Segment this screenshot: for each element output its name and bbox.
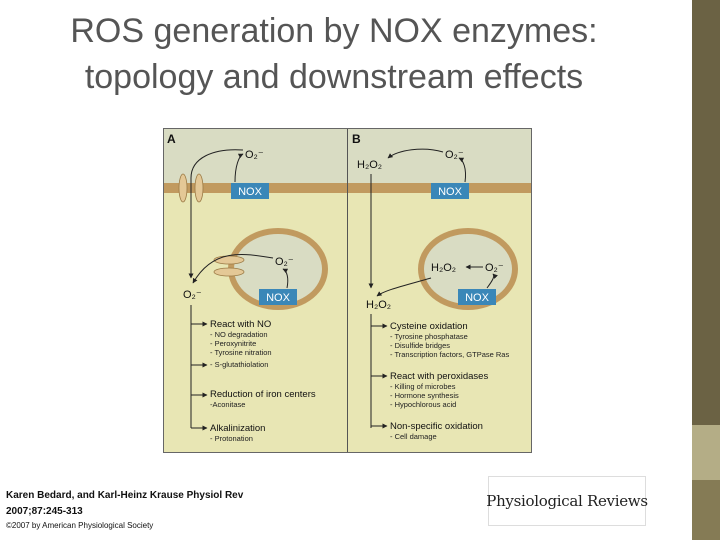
slide-title-line2: topology and downstream effects <box>84 58 584 96</box>
effect-a-3-item: - Protonation <box>210 434 253 443</box>
effect-b-1-item: - Tyrosine phosphatase <box>390 332 468 341</box>
nox-membrane-a-label: NOX <box>238 186 262 198</box>
effect-b-3-item: - Cell damage <box>390 432 437 441</box>
effect-b-2-item: - Hypochlorous acid <box>390 400 457 409</box>
effect-a-1-item: - NO degradation <box>210 330 268 339</box>
citation-line1: Karen Bedard, and Karl-Heinz Krause Physiol Rev <box>6 490 244 501</box>
citation <box>6 488 243 520</box>
h2o2-top-b: H₂O₂ <box>357 159 383 171</box>
copyright-notice: ©2007 by American Physiological Society <box>6 521 154 530</box>
h2o2-cytosol-b: H₂O₂ <box>366 299 392 311</box>
effect-a-1-item: - Peroxynitrite <box>210 339 257 348</box>
slide-side-accent-light <box>692 425 720 480</box>
slide-title-line1: ROS generation by NOX enzymes: <box>70 12 598 50</box>
effect-b-2-item: - Killing of microbes <box>390 382 456 391</box>
nox-diagram <box>163 128 532 453</box>
panel-b-letter: B <box>352 132 361 146</box>
vesicle-channel-bottom <box>214 268 244 276</box>
effect-b-2-item: - Hormone synthesis <box>390 391 459 400</box>
channel-left <box>179 174 187 202</box>
superoxide-top-a: O₂⁻ <box>245 149 264 161</box>
vesicle-b-h2o2: H₂O₂ <box>431 262 457 274</box>
effect-a-1-item: - S-glutathiolation <box>210 360 269 369</box>
vesicle-channel-top <box>214 256 244 264</box>
superoxide-cytosol-a: O₂⁻ <box>183 289 202 301</box>
effect-a-3-heading: Alkalinization <box>210 423 266 434</box>
vesicle-b-superoxide: O₂⁻ <box>485 262 504 274</box>
effect-a-2-item: -Aconitase <box>210 400 246 409</box>
effect-b-1-item: - Disulfide bridges <box>390 341 451 350</box>
effect-b-1-heading: Cysteine oxidation <box>390 321 468 332</box>
effect-a-1-heading: React with NO <box>210 319 272 330</box>
effect-b-1-item: - Transcription factors, GTPase Ras <box>390 350 510 359</box>
journal-logo <box>488 476 646 526</box>
superoxide-vesicle-a: O₂⁻ <box>275 256 294 268</box>
effect-a-1-item: - Tyrosine nitration <box>210 348 272 357</box>
slide-side-accent-dark <box>692 480 720 540</box>
effect-b-3-heading: Non-specific oxidation <box>390 421 483 432</box>
effect-b-2-heading: React with peroxidases <box>390 371 489 382</box>
slide-title <box>0 8 668 100</box>
nox-membrane-b-label: NOX <box>438 186 462 198</box>
panel-a-letter: A <box>167 132 176 146</box>
journal-logo-text: Physiological Reviews <box>486 492 648 510</box>
nox-vesicle-b-label: NOX <box>465 292 489 304</box>
nox-vesicle-a-label: NOX <box>266 292 290 304</box>
channel-right <box>195 174 203 202</box>
superoxide-top-b: O₂⁻ <box>445 149 464 161</box>
effect-a-2-heading: Reduction of iron centers <box>210 389 316 400</box>
citation-line2: 2007;87:245-313 <box>6 506 83 517</box>
